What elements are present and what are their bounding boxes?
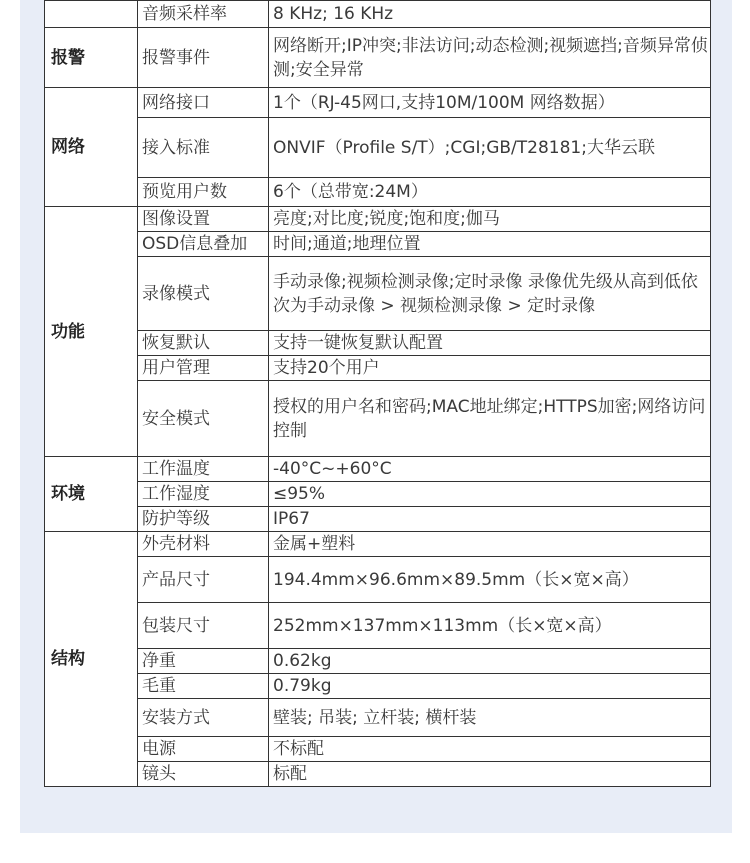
value-cell: 支持20个用户 <box>269 356 711 381</box>
value-cell: 6个（总带宽:24M） <box>269 178 711 207</box>
table-row <box>45 28 711 88</box>
value-cell: 标配 <box>269 762 711 787</box>
field-cell: 产品尺寸 <box>138 557 269 603</box>
table-row <box>45 649 711 674</box>
table-row <box>45 356 711 381</box>
table-row <box>45 482 711 507</box>
field-cell: 净重 <box>138 649 269 674</box>
field-cell: 用户管理 <box>138 356 269 381</box>
field-cell: 接入标准 <box>138 118 269 178</box>
table-row <box>45 232 711 257</box>
value-cell: 194.4mm×96.6mm×89.5mm（长×宽×高） <box>269 557 711 603</box>
value-cell: 金属+塑料 <box>269 532 711 557</box>
value-cell: 时间;通道;地理位置 <box>269 232 711 257</box>
value-cell: 不标配 <box>269 737 711 762</box>
category-cell: 环境 <box>45 457 138 532</box>
value-cell: 0.62kg <box>269 649 711 674</box>
value-cell: 授权的用户名和密码;MAC地址绑定;HTTPS加密;网络访问控制 <box>269 381 711 457</box>
table-row <box>45 118 711 178</box>
field-cell: 工作湿度 <box>138 482 269 507</box>
table-row <box>45 331 711 356</box>
field-cell: 毛重 <box>138 674 269 699</box>
field-cell: 图像设置 <box>138 207 269 232</box>
value-cell: 网络断开;IP冲突;非法访问;动态检测;视频遮挡;音频异常侦测;安全异常 <box>269 28 711 88</box>
field-cell: 录像模式 <box>138 257 269 331</box>
field-cell: 预览用户数 <box>138 178 269 207</box>
category-cell: 结构 <box>45 532 138 787</box>
value-cell: 8 KHz; 16 KHz <box>269 1 711 28</box>
value-cell: 亮度;对比度;锐度;饱和度;伽马 <box>269 207 711 232</box>
value-cell: ONVIF（Profile S/T）;CGI;GB/T28181;大华云联 <box>269 118 711 178</box>
table-row <box>45 532 711 557</box>
category-cell <box>45 1 138 28</box>
category-cell: 网络 <box>45 88 138 207</box>
category-cell: 报警 <box>45 28 138 88</box>
value-cell: IP67 <box>269 507 711 532</box>
table-row <box>45 178 711 207</box>
table-row <box>45 257 711 331</box>
table-row <box>45 207 711 232</box>
value-cell: 1个（RJ-45网口,支持10M/100M 网络数据） <box>269 88 711 118</box>
field-cell: 安全模式 <box>138 381 269 457</box>
field-cell: 恢复默认 <box>138 331 269 356</box>
field-cell: 包装尺寸 <box>138 603 269 649</box>
value-cell: 支持一键恢复默认配置 <box>269 331 711 356</box>
value-cell: 0.79kg <box>269 674 711 699</box>
table-row <box>45 457 711 482</box>
field-cell: 报警事件 <box>138 28 269 88</box>
table-row <box>45 762 711 787</box>
field-cell: 音频采样率 <box>138 1 269 28</box>
value-cell: -40°C~+60°C <box>269 457 711 482</box>
field-cell: 外壳材料 <box>138 532 269 557</box>
table-row <box>45 557 711 603</box>
field-cell: 网络接口 <box>138 88 269 118</box>
table-row <box>45 88 711 118</box>
field-cell: 工作温度 <box>138 457 269 482</box>
value-cell: 手动录像;视频检测录像;定时录像 录像优先级从高到低依次为手动录像 > 视频检测录像 > 定时录像 <box>269 257 711 331</box>
table-row <box>45 699 711 737</box>
table-row <box>45 1 711 28</box>
field-cell: 安装方式 <box>138 699 269 737</box>
field-cell: OSD信息叠加 <box>138 232 269 257</box>
table-row <box>45 381 711 457</box>
table-row <box>45 674 711 699</box>
field-cell: 镜头 <box>138 762 269 787</box>
field-cell: 防护等级 <box>138 507 269 532</box>
value-cell: 252mm×137mm×113mm（长×宽×高） <box>269 603 711 649</box>
page-footer-space <box>20 833 732 863</box>
table-row <box>45 603 711 649</box>
value-cell: ≤95% <box>269 482 711 507</box>
category-cell: 功能 <box>45 207 138 457</box>
value-cell: 壁装; 吊装; 立杆装; 横杆装 <box>269 699 711 737</box>
spec-table <box>44 0 711 787</box>
field-cell: 电源 <box>138 737 269 762</box>
table-row <box>45 737 711 762</box>
table-row <box>45 507 711 532</box>
